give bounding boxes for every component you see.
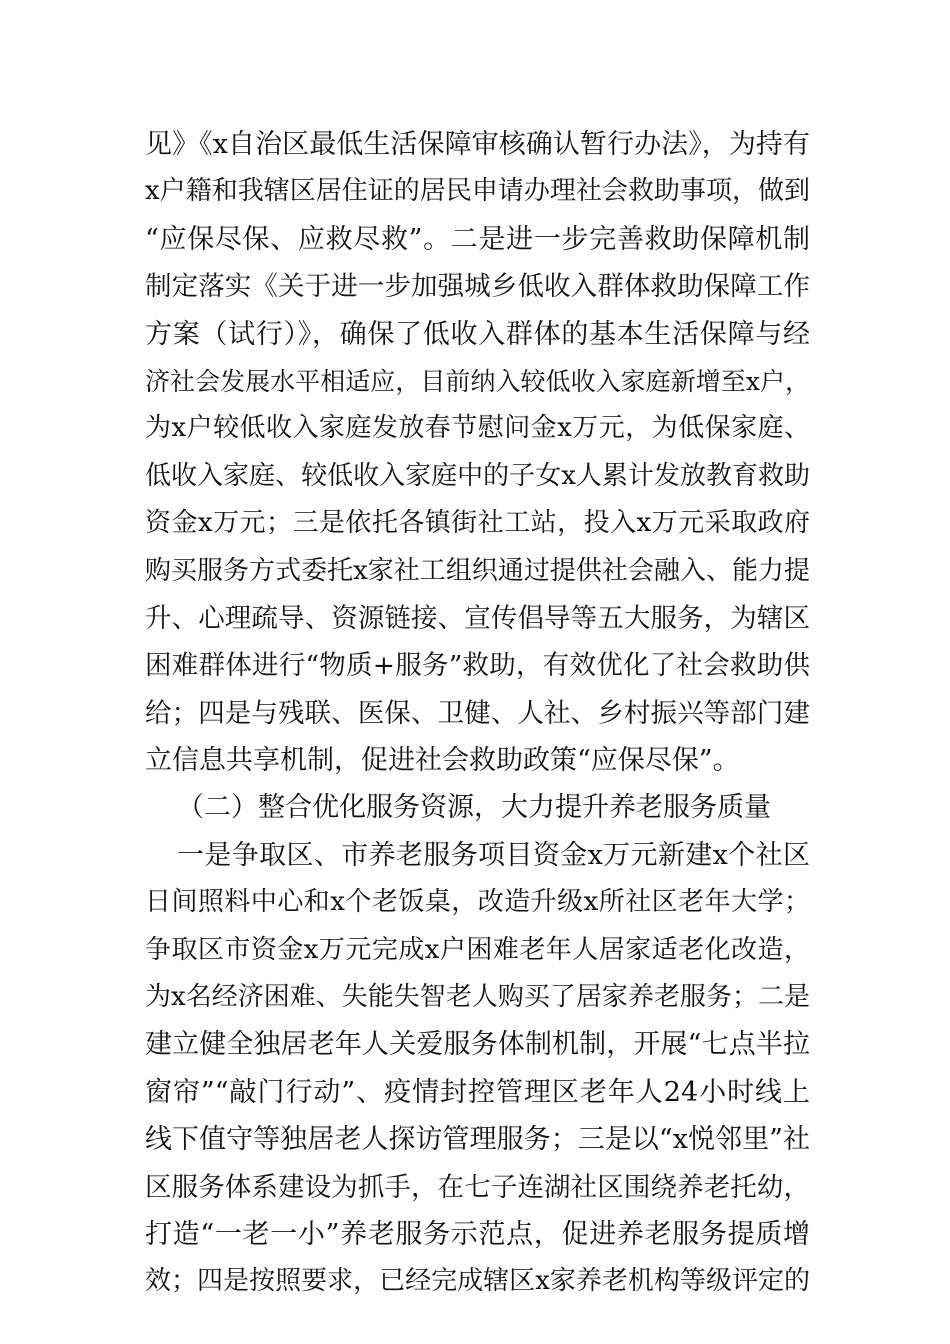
body-line: 购买服务方式委托x家社工组织通过提供社会融入、能力提 [145, 555, 810, 586]
body-line: 制定落实《关于进一步加强城乡低收入群体救助保障工作 [145, 271, 810, 303]
body-line: 见》《x自治区最低生活保障审核确认暂行办法》，为持有 [145, 129, 810, 160]
body-line: 线下值守等独居老人探访管理服务；三是以“x悦邻里”社 [145, 1124, 810, 1156]
body-line: 困难群体进行“物质+服务”救助，有效优化了社会救助供 [145, 650, 810, 682]
body-line: 一是争取区、市养老服务项目资金x万元新建x个社区 [177, 839, 810, 871]
body-line: 立信息共享机制，促进社会救助政策“应保尽保”。 [145, 745, 740, 777]
body-line: “应保尽保、应救尽救”。二是进一步完善救助保障机制 [145, 223, 810, 255]
body-line: 资金x万元；三是依托各镇街社工站，投入x万元采取政府 [145, 508, 810, 539]
body-line: 济社会发展水平相适应，目前纳入较低收入家庭新增至x户， [145, 366, 810, 396]
body-line: 给；四是与残联、医保、卫健、人社、乡村振兴等部门建 [145, 697, 810, 729]
body-line: 区服务体系建设为抓手，在七子连湖社区围绕养老托幼， [145, 1171, 810, 1203]
document-body [145, 121, 810, 1306]
body-line: 升、心理疏导、资源链接、宣传倡导等五大服务，为辖区 [145, 602, 810, 634]
body-line: 效；四是按照要求，已经完成辖区x家养老机构等级评定的 [145, 1266, 810, 1297]
body-line: x户籍和我辖区居住证的居民申请办理社会救助事项，做到 [145, 176, 810, 207]
body-line: 为x户较低收入家庭发放春节慰问金x万元，为低保家庭、 [145, 413, 810, 444]
body-line: 低收入家庭、较低收入家庭中的子女x人累计发放教育救助 [145, 460, 810, 491]
body-line: 窗帘”“敲门行动”、疫情封控管理区老年人24小时线上 [145, 1076, 810, 1108]
body-line: 方案（试行）》，确保了低收入群体的基本生活保障与经 [145, 318, 810, 350]
body-line: 日间照料中心和x个老饭桌，改造升级x所社区老年大学； [145, 887, 810, 918]
body-line: 打造“一老一小”养老服务示范点，促进养老服务提质增 [145, 1218, 810, 1250]
body-line: 争取区市资金x万元完成x户困难老年人居家适老化改造， [145, 934, 810, 965]
body-line: 为x名经济困难、失能失智老人购买了居家养老服务；二是 [145, 982, 810, 1013]
body-line: 建立健全独居老年人关爱服务体制机制，开展“七点半拉 [145, 1029, 810, 1061]
section-heading: （二）整合优化服务资源，大力提升养老服务质量 [177, 792, 771, 824]
